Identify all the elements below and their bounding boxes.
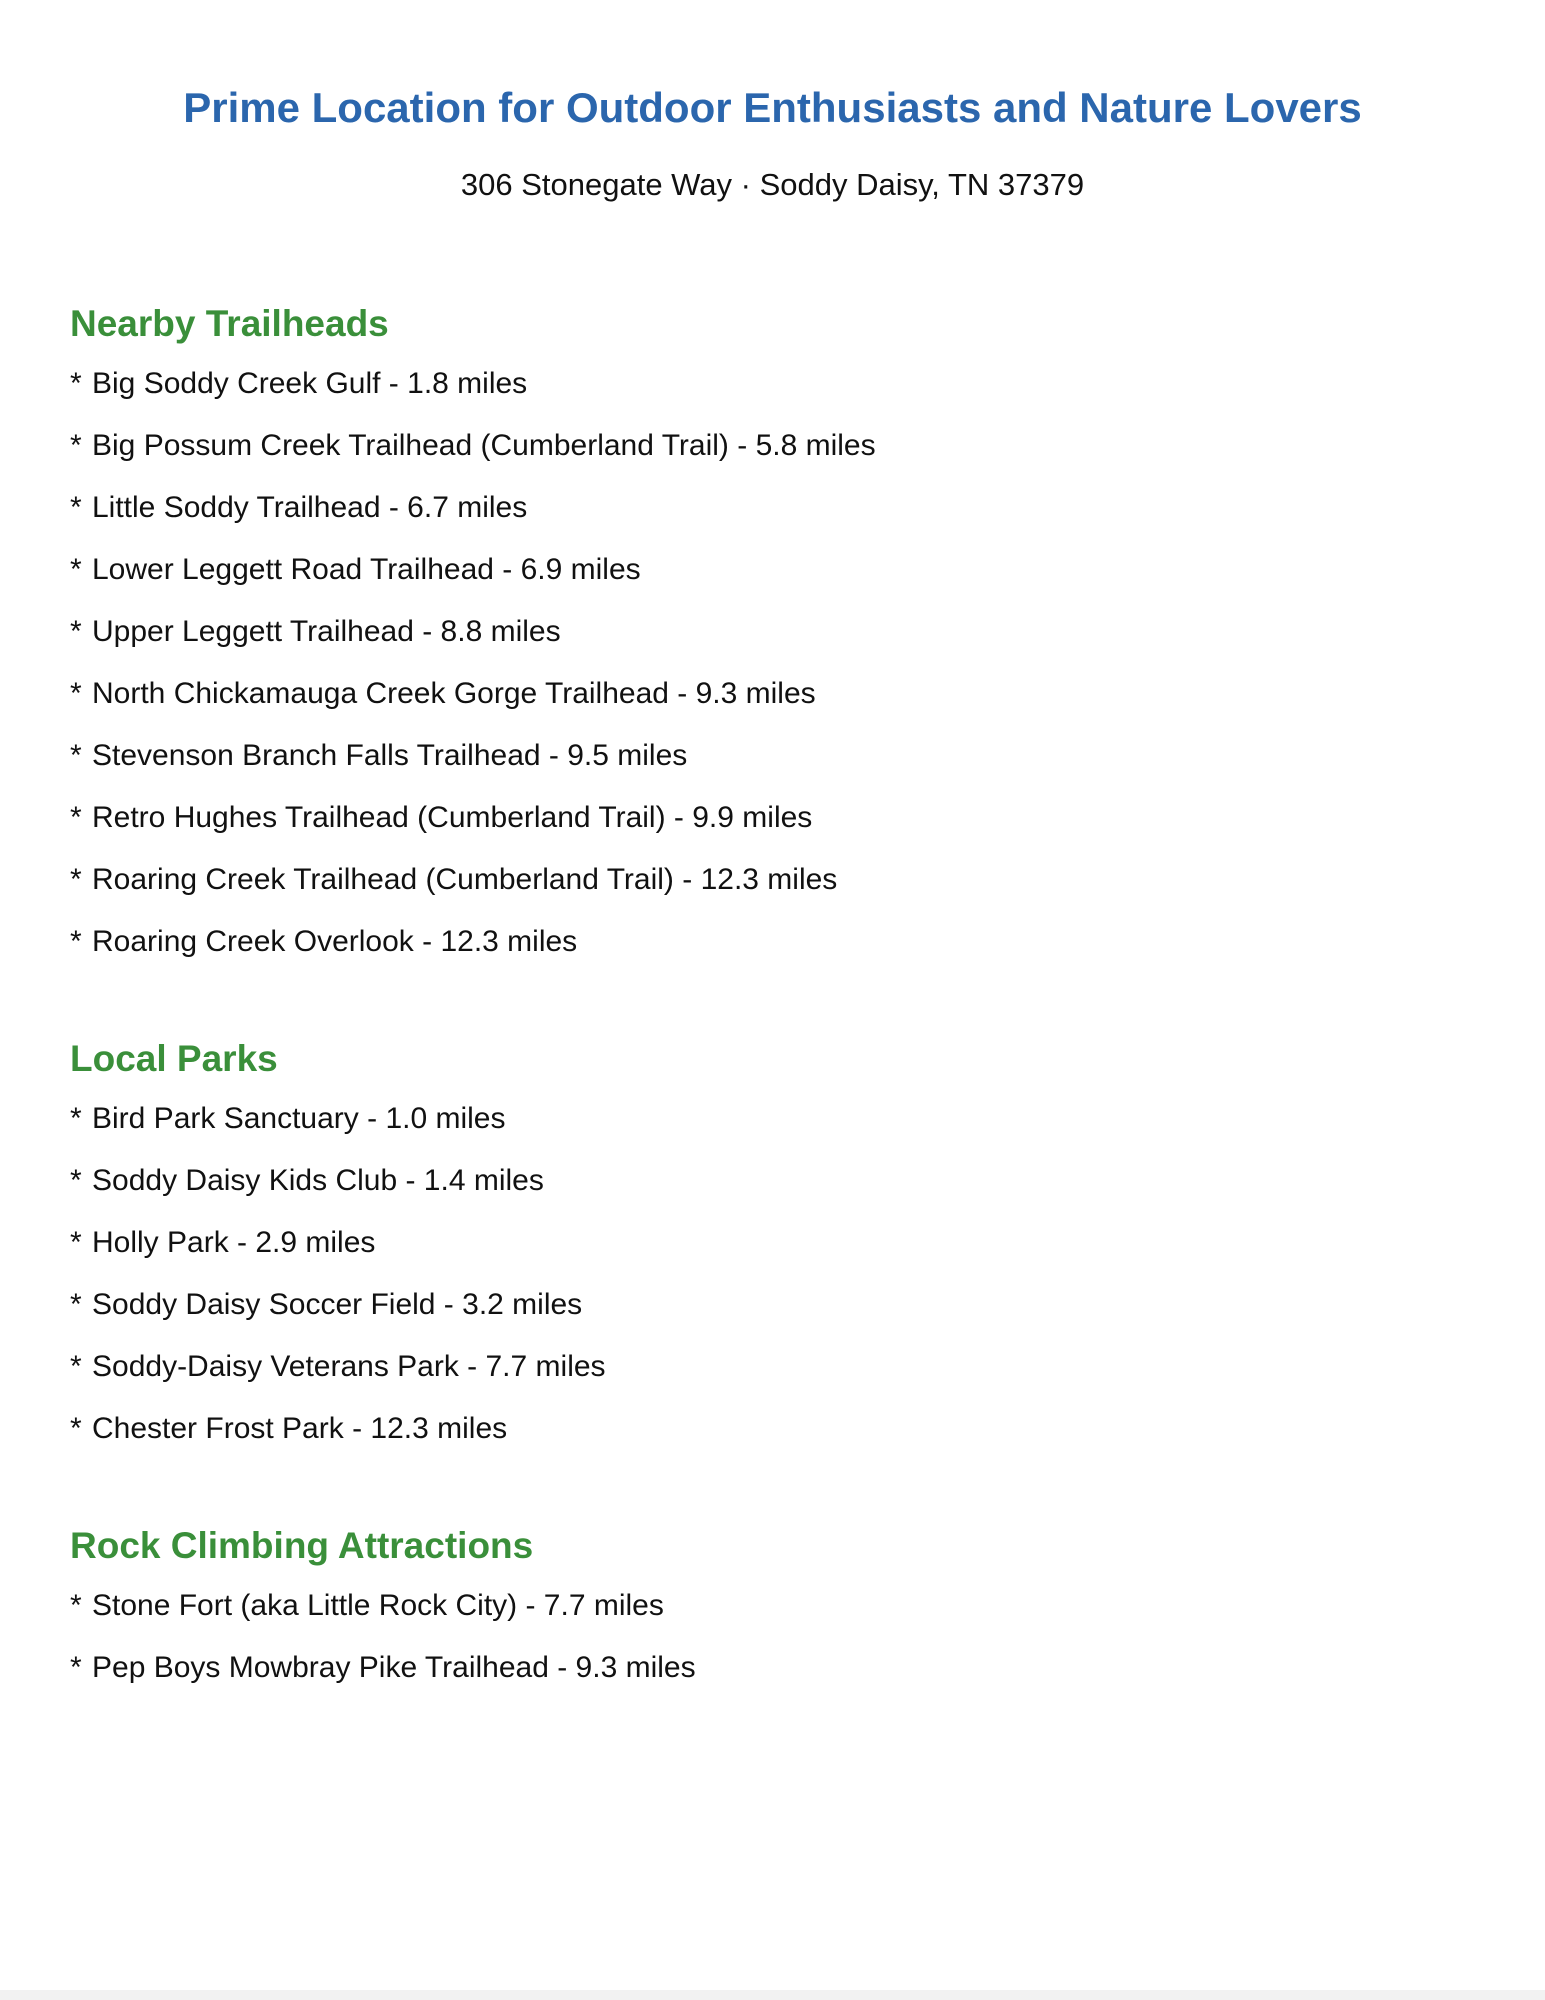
list-item-text: Soddy Daisy Soccer Field - 3.2 miles xyxy=(92,1288,583,1321)
list-item-text: Big Possum Creek Trailhead (Cumberland Trail) - 5.8 miles xyxy=(92,429,876,462)
list-item: * Roaring Creek Overlook - 12.3 miles xyxy=(70,925,578,958)
property-address: 306 Stonegate Way · Soddy Daisy, TN 37379 xyxy=(460,167,1085,202)
page-bottom-edge xyxy=(0,1990,1545,2000)
list-item: * Soddy-Daisy Veterans Park - 7.7 miles xyxy=(70,1350,606,1383)
section-nearby-trailheads xyxy=(70,300,1470,984)
list-item: * North Chickamauga Creek Gorge Trailhead - 9.3 miles xyxy=(70,677,816,710)
list-item-text: Roaring Creek Trailhead (Cumberland Trail) - 12.3 miles xyxy=(92,863,838,896)
section-rock-climbing xyxy=(70,1522,1470,1710)
list-item-text: Stone Fort (aka Little Rock City) - 7.7 miles xyxy=(92,1589,664,1622)
list-item: * Soddy Daisy Soccer Field - 3.2 miles xyxy=(70,1288,583,1321)
list-item: * Pep Boys Mowbray Pike Trailhead - 9.3 miles xyxy=(70,1651,696,1684)
list-item: * Stone Fort (aka Little Rock City) - 7.7 miles xyxy=(70,1589,664,1622)
list-item: * Retro Hughes Trailhead (Cumberland Trail) - 9.9 miles xyxy=(70,801,813,834)
list-item-text: Bird Park Sanctuary - 1.0 miles xyxy=(92,1102,506,1135)
list-item: * Little Soddy Trailhead - 6.7 miles xyxy=(70,491,528,524)
list-item: * Holly Park - 2.9 miles xyxy=(70,1226,376,1259)
list-item-text: Lower Leggett Road Trailhead - 6.9 miles xyxy=(92,553,641,586)
list-item-text: Big Soddy Creek Gulf - 1.8 miles xyxy=(92,367,528,400)
list-item: * Upper Leggett Trailhead - 8.8 miles xyxy=(70,615,561,648)
list-item-text: Roaring Creek Overlook - 12.3 miles xyxy=(92,925,578,958)
list-item: * Roaring Creek Trailhead (Cumberland Trail) - 12.3 miles xyxy=(70,863,838,896)
list-item-text: Retro Hughes Trailhead (Cumberland Trail) - 9.9 miles xyxy=(92,801,813,834)
list-item-text: Stevenson Branch Falls Trailhead - 9.5 miles xyxy=(92,739,688,772)
climbing-list xyxy=(70,1586,1470,1688)
section-heading: Local Parks xyxy=(70,1038,278,1079)
list-item: * Stevenson Branch Falls Trailhead - 9.5 miles xyxy=(70,739,688,772)
list-item-text: Upper Leggett Trailhead - 8.8 miles xyxy=(92,615,561,648)
list-item-text: Soddy Daisy Kids Club - 1.4 miles xyxy=(92,1164,544,1197)
list-item-text: Soddy-Daisy Veterans Park - 7.7 miles xyxy=(92,1350,606,1383)
list-item-text: Little Soddy Trailhead - 6.7 miles xyxy=(92,491,528,524)
section-local-parks xyxy=(70,1035,1470,1471)
section-heading: Nearby Trailheads xyxy=(70,303,389,344)
list-item: * Big Possum Creek Trailhead (Cumberland Trail) - 5.8 miles xyxy=(70,429,876,462)
section-heading: Rock Climbing Attractions xyxy=(70,1525,534,1566)
list-item: * Soddy Daisy Kids Club - 1.4 miles xyxy=(70,1164,544,1197)
list-item-text: North Chickamauga Creek Gorge Trailhead - 9.3 miles xyxy=(92,677,816,710)
list-item: * Bird Park Sanctuary - 1.0 miles xyxy=(70,1102,506,1135)
list-item: * Big Soddy Creek Gulf - 1.8 miles xyxy=(70,367,528,400)
list-item: * Chester Frost Park - 12.3 miles xyxy=(70,1412,508,1445)
trailheads-list xyxy=(70,364,1470,962)
list-item-text: Holly Park - 2.9 miles xyxy=(92,1226,376,1259)
parks-list xyxy=(70,1099,1470,1449)
list-item-text: Chester Frost Park - 12.3 miles xyxy=(92,1412,508,1445)
page-title: Prime Location for Outdoor Enthusiasts and Nature Lovers xyxy=(183,84,1362,131)
list-item: * Lower Leggett Road Trailhead - 6.9 miles xyxy=(70,553,641,586)
list-item-text: Pep Boys Mowbray Pike Trailhead - 9.3 miles xyxy=(92,1651,696,1684)
